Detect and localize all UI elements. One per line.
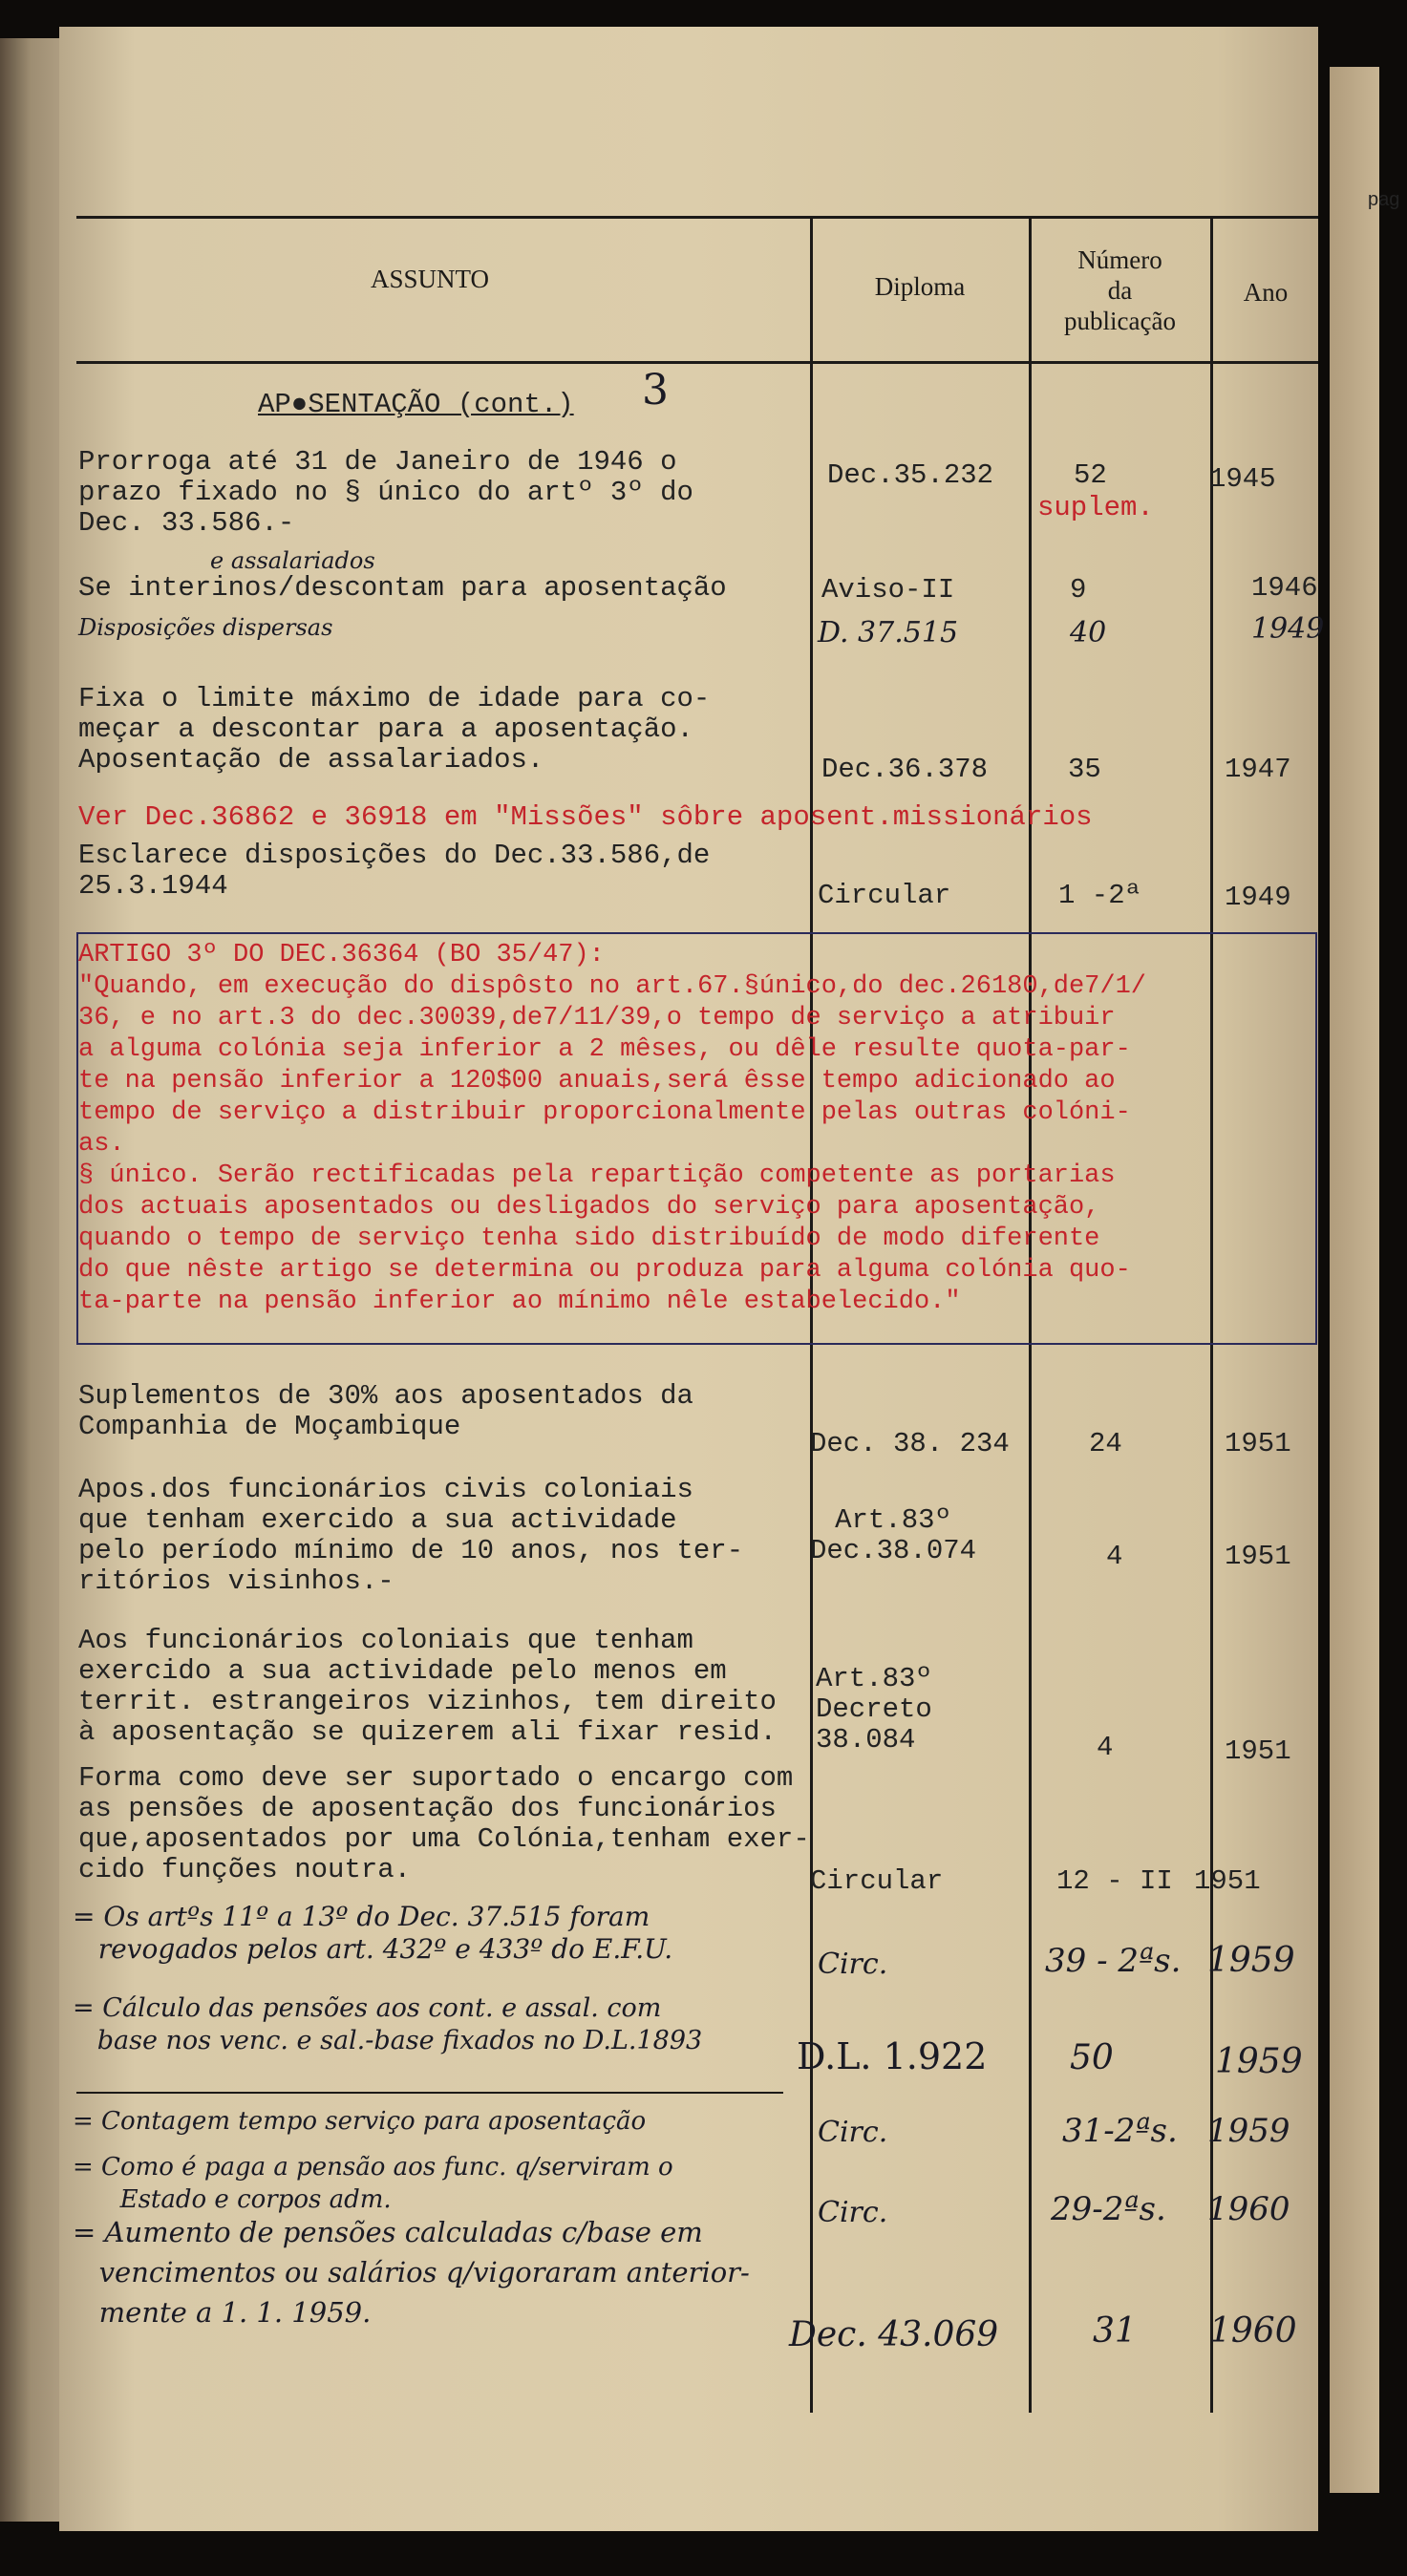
section-page-number: 3 [642, 366, 669, 415]
entry-ano: 1959 [1207, 2112, 1290, 2150]
entry-ano: 1951 [1225, 1735, 1291, 1767]
edge-text: pag [1368, 189, 1400, 210]
entry-ano: 1949 [1251, 612, 1325, 646]
entry-diploma: Art.83º Decreto 38.084 [816, 1663, 932, 1756]
entry-handwritten-insert: e assalariados [210, 547, 375, 574]
entry-diploma: Dec.36.378 [821, 754, 989, 785]
entry-subject: Fixa o limite máximo de idade para co- meçar a descontar para a aposentação. Aposentação de assalariados. [78, 683, 711, 776]
entry-diploma: Circular [818, 880, 951, 911]
entry-cross-reference: Ver Dec.36862 e 36918 em "Missões" sôbre aposent.missionários [78, 801, 1093, 833]
col-header-ano: Ano [1243, 278, 1289, 307]
entry-ano: 1951 [1194, 1865, 1261, 1897]
next-page-edge [1330, 67, 1379, 2493]
entry-subject: Esclarece disposições do Dec.33.586,de 25.3.1944 [78, 840, 711, 902]
entry-numero: 12 - II [1056, 1865, 1173, 1897]
entry-numero: 29-2ªs. [1051, 2190, 1166, 2228]
entry-subject: = Cálculo das pensões aos cont. e assal. com base nos venc. e sal.-base fixados no D.L.1893 [73, 1993, 703, 2055]
entry-subject: = Os artºs 11º a 13º do Dec. 37.515 foram revogados pelos art. 432º e 433º do E.F.U. [73, 1901, 673, 1965]
entry-numero: 4 [1106, 1541, 1123, 1572]
entry-divider [76, 2092, 783, 2094]
entry-ano: 1949 [1225, 882, 1291, 913]
entry-subject: Prorroga até 31 de Janeiro de 1946 o prazo fixado no § único do artº 3º do Dec. 33.586.- [78, 446, 693, 539]
entry-subject: Apos.dos funcionários civis coloniais que tenham exercido a sua actividade pelo período mínimo de 10 anos, nos ter- ritórios visinhos.- [78, 1474, 744, 1597]
col-header-assunto: ASSUNTO [370, 265, 490, 293]
entry-numero: 52 [1074, 459, 1107, 491]
entry-diploma: Aviso-II [821, 574, 955, 606]
entry-diploma: Circ. [818, 1948, 888, 1981]
entry-diploma: Circ. [818, 2116, 888, 2149]
entry-diploma: Circ. [818, 2196, 888, 2229]
entry-diploma: Dec. 43.069 [789, 2315, 999, 2354]
entry-ano: 1951 [1225, 1428, 1291, 1459]
col-header-numero: Número da publicação [1064, 245, 1176, 335]
entry-numero: 39 - 2ªs. [1045, 1942, 1182, 1980]
entry-subject: Suplementos de 30% aos aposentados da Companhia de Moçambique [78, 1380, 693, 1442]
entry-numero-extra: suplem. [1037, 492, 1154, 523]
entry-ano: 1960 [1209, 2311, 1297, 2351]
section-title-text: AP●SENTAÇÃO (cont.) [258, 389, 574, 420]
entry-ano: 1959 [1215, 2042, 1303, 2081]
entry-ano: 1959 [1207, 1941, 1295, 1980]
entry-numero: 31-2ªs. [1062, 2112, 1178, 2150]
entry-numero: 1 -2ª [1058, 880, 1142, 911]
col-header-diploma: Diploma [874, 272, 966, 301]
entry-diploma: Dec. 38. 234 [810, 1428, 1010, 1459]
entry-diploma: Dec.35.232 [827, 459, 994, 491]
entry-subject: Se interinos/descontam para aposentação [78, 572, 727, 604]
entry-subject: Forma como deve ser suportado o encargo com as pensões de aposentação dos funcionários que,aposentados por uma Colónia,tenham exer- cido funções noutra. [78, 1762, 810, 1885]
entry-ano: 1946 [1251, 572, 1318, 604]
entry-numero: 24 [1089, 1428, 1122, 1459]
entry-numero: 31 [1093, 2311, 1137, 2351]
entry-subject: Disposições dispersas [78, 614, 333, 641]
article-text: ARTIGO 3º DO DEC.36364 (BO 35/47): "Quando, em execução do dispôsto no art.67.§único,do dec.26180,de7/1/ 36, e no art.3 do dec.30039,de7/11/39,o tempo de serviço a atribuir a alguma colónia seja inferior a 2 mêses, ou dêle resulte quota-par- te na pensão inferior a 120$00 anuais,será êsse tempo adicionado ao tempo de serviço a distribuir proporcionalmente pelas outras colóni- as. § único. Serão rectificadas pela repartição competente as portarias dos actuais aposentados ou desligados do serviço para aposentação, quando o tempo de serviço tenha sido distribuído de modo diferente do que nêste artigo se determina ou produza para alguma colónia quo- ta-parte na pensão inferior ao mínimo nêle estabelecido." [78, 941, 1146, 1316]
entry-ano: 1960 [1207, 2190, 1290, 2228]
entry-numero: 50 [1070, 2038, 1114, 2077]
entry-subject: Aos funcionários coloniais que tenham exercido a sua actividade pelo menos em territ. estrangeiros vizinhos, tem direito à aposentação se quizerem ali fixar resid. [78, 1625, 777, 1748]
entry-diploma: Art.83º Dec.38.074 [810, 1504, 977, 1566]
entry-ano: 1945 [1209, 463, 1276, 495]
section-title [258, 390, 574, 420]
entry-subject: = Aumento de pensões calculadas c/base em vencimentos ou salários q/vigoraram anterior- mente a 1. 1. 1959. [73, 2216, 750, 2329]
entry-diploma: Circular [810, 1865, 944, 1897]
entry-subject: = Como é paga a pensão aos func. q/serviram o Estado e corpos adm. [73, 2153, 673, 2214]
entry-diploma: D.L. 1.922 [797, 2035, 988, 2077]
entry-ano: 1947 [1225, 754, 1291, 785]
entry-numero: 35 [1068, 754, 1101, 785]
entry-ano: 1951 [1225, 1541, 1291, 1572]
entry-subject: = Contagem tempo serviço para aposentação [73, 2107, 647, 2136]
header-top-rule [76, 216, 1318, 219]
header-bottom-rule [76, 361, 1318, 364]
entry-diploma: D. 37.515 [818, 616, 959, 649]
entry-numero: 40 [1070, 616, 1107, 649]
entry-numero: 9 [1070, 574, 1087, 606]
entry-numero: 4 [1097, 1732, 1114, 1763]
